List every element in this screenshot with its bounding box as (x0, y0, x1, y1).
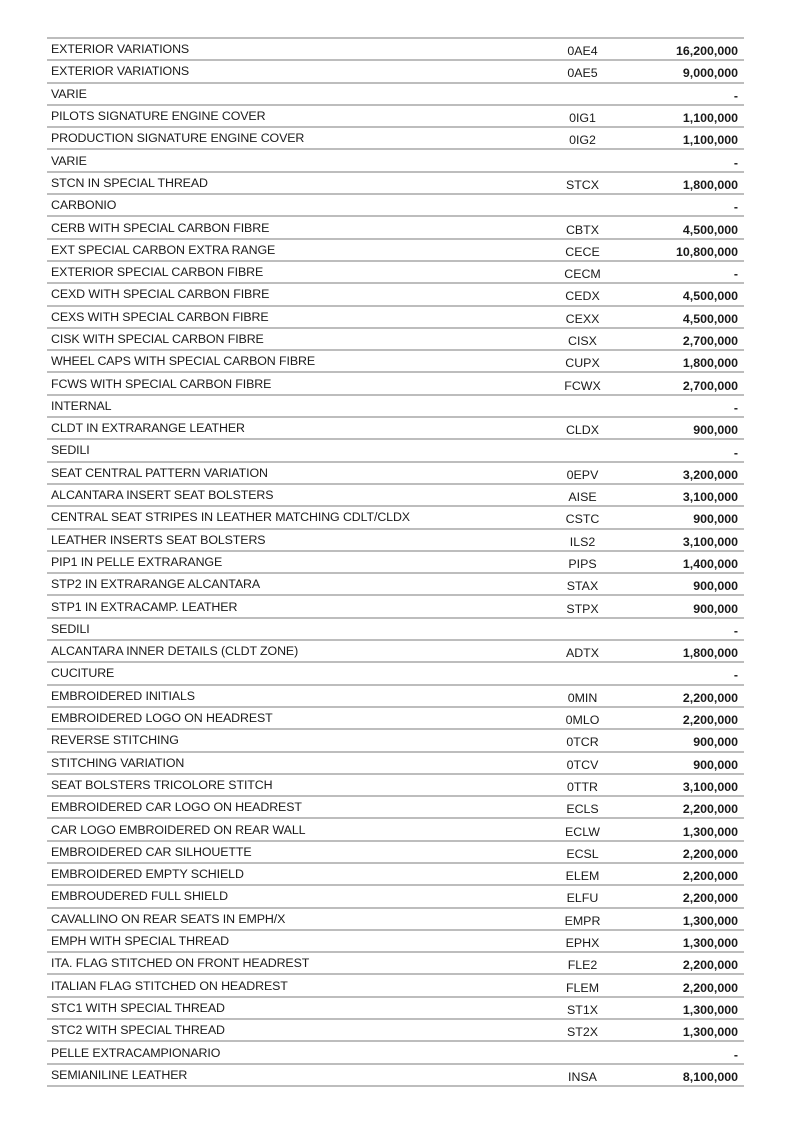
option-price: 1,100,000 (682, 111, 738, 126)
option-code: CSTC (565, 512, 600, 527)
option-description: STC1 WITH SPECIAL THREAD (51, 1000, 225, 1015)
option-description: PRODUCTION SIGNATURE ENGINE COVER (51, 131, 305, 146)
option-price: 3,100,000 (682, 779, 738, 794)
table-row (47, 39, 744, 61)
table-row (47, 686, 744, 708)
option-price: - (733, 400, 738, 415)
option-price: 4,500,000 (682, 311, 738, 326)
option-price: - (733, 88, 738, 103)
table-row (47, 463, 744, 485)
table-row (47, 61, 744, 83)
option-description: CEXD WITH SPECIAL CARBON FIBRE (51, 287, 270, 302)
option-price: 1,300,000 (682, 936, 738, 951)
option-description: INTERNAL (51, 398, 112, 413)
option-price: 900,000 (693, 735, 738, 750)
option-price: - (733, 1047, 738, 1062)
table-row (47, 641, 744, 663)
option-price: 9,000,000 (682, 66, 738, 81)
option-price: 8,100,000 (682, 1069, 738, 1084)
option-description: SEAT CENTRAL PATTERN VARIATION (51, 465, 268, 480)
table-row (47, 975, 744, 997)
option-code: 0MLO (565, 713, 600, 728)
option-description: CEXS WITH SPECIAL CARBON FIBRE (51, 309, 269, 324)
option-code: FCWX (564, 378, 601, 393)
option-description: STC2 WITH SPECIAL THREAD (51, 1023, 225, 1038)
option-description: STITCHING VARIATION (51, 755, 185, 770)
option-description: EMPH WITH SPECIAL THREAD (51, 934, 229, 949)
table-row (47, 574, 744, 596)
option-description: VARIE (51, 153, 87, 168)
option-price: 1,300,000 (682, 913, 738, 928)
option-price: 2,200,000 (682, 869, 738, 884)
option-description: WHEEL CAPS WITH SPECIAL CARBON FIBRE (51, 354, 315, 369)
option-price: - (733, 267, 738, 282)
option-price: 900,000 (693, 601, 738, 616)
option-description: CERB WITH SPECIAL CARBON FIBRE (51, 220, 270, 235)
option-code: 0TTR (567, 779, 598, 794)
option-code: STPX (566, 601, 599, 616)
option-price: 1,800,000 (682, 646, 738, 661)
option-price: 1,300,000 (682, 824, 738, 839)
table-row (47, 886, 744, 908)
option-description: SEDILI (51, 443, 90, 458)
option-price: 2,200,000 (682, 846, 738, 861)
option-code: 0MIN (567, 690, 598, 705)
table-row (47, 418, 744, 440)
option-code: ECSL (566, 846, 599, 861)
option-code (531, 671, 634, 675)
table-row (47, 240, 744, 262)
section-header-row (47, 1042, 744, 1064)
option-price: 2,200,000 (682, 958, 738, 973)
table-row (47, 864, 744, 886)
table-row (47, 953, 744, 975)
option-code: 0AE5 (567, 66, 598, 81)
option-code: CUPX (565, 356, 600, 371)
option-description: STP2 IN EXTRARANGE ALCANTARA (51, 577, 261, 592)
table-row (47, 106, 744, 128)
option-description: EMBROIDERED CAR SILHOUETTE (51, 844, 252, 859)
table-row (47, 998, 744, 1020)
table-row (47, 217, 744, 239)
option-description: CAVALLINO ON REAR SEATS IN EMPH/X (51, 911, 286, 926)
option-code: 0AE4 (567, 44, 598, 59)
option-price: 1,400,000 (682, 556, 738, 571)
option-price: 3,200,000 (682, 467, 738, 482)
option-description: ALCANTARA INNER DETAILS (CLDT ZONE) (51, 644, 299, 659)
option-price: 1,100,000 (682, 133, 738, 148)
option-description: PELLE EXTRACAMPIONARIO (51, 1045, 221, 1060)
option-code: CLDX (565, 423, 600, 438)
table-row (47, 797, 744, 819)
option-description: EMBROIDERED INITIALS (51, 688, 195, 703)
option-code: STCX (565, 177, 600, 192)
option-code (531, 627, 634, 631)
option-code: CEDX (565, 289, 600, 304)
option-description: REVERSE STITCHING (51, 733, 179, 748)
option-description: CARBONIO (51, 198, 117, 213)
option-code: 0IG2 (569, 133, 596, 148)
option-description: STP1 IN EXTRACAMP. LEATHER (51, 599, 238, 614)
option-price: 900,000 (693, 579, 738, 594)
option-code (531, 159, 634, 163)
option-description: SEDILI (51, 621, 90, 636)
option-description: STCN IN SPECIAL THREAD (51, 175, 208, 190)
option-code (531, 1051, 634, 1055)
table-row (47, 128, 744, 150)
option-price: 2,200,000 (682, 713, 738, 728)
option-code: EPHX (565, 936, 600, 951)
table-row (47, 552, 744, 574)
option-code: ST2X (567, 1025, 598, 1040)
table-row (47, 530, 744, 552)
option-code: CEXX (565, 311, 600, 326)
option-description: VARIE (51, 86, 87, 101)
option-description: ALCANTARA INSERT SEAT BOLSTERS (51, 488, 274, 503)
table-row (47, 173, 744, 195)
option-price: 4,500,000 (682, 289, 738, 304)
option-description: LEATHER INSERTS SEAT BOLSTERS (51, 532, 266, 547)
option-price: 1,800,000 (682, 356, 738, 371)
table-row (47, 775, 744, 797)
table-row (47, 485, 744, 507)
section-header-row (47, 440, 744, 462)
option-description: CISK WITH SPECIAL CARBON FIBRE (51, 332, 264, 346)
table-row (47, 708, 744, 730)
option-code: CBTX (565, 222, 600, 237)
table-row (47, 730, 744, 752)
option-code: PIPS (568, 556, 597, 571)
table-row (47, 909, 744, 931)
section-header-row (47, 195, 744, 217)
option-description: EXTERIOR SPECIAL CARBON FIBRE (51, 265, 264, 280)
option-code (531, 404, 634, 408)
option-code: FLEM (565, 980, 600, 995)
option-price: 2,200,000 (682, 980, 738, 995)
option-price: 16,200,000 (675, 44, 738, 59)
option-description: CAR LOGO EMBROIDERED ON REAR WALL (51, 822, 306, 837)
option-description: EXTERIOR VARIATIONS (51, 64, 190, 79)
option-description: EMBROIDERED CAR LOGO ON HEADREST (51, 800, 302, 815)
option-code: ST1X (567, 1002, 598, 1017)
option-price: 2,200,000 (682, 802, 738, 817)
option-price: 10,800,000 (675, 244, 738, 259)
option-price: - (733, 155, 738, 170)
option-description: CLDT IN EXTRARANGE LEATHER (51, 421, 245, 436)
option-code: CECE (565, 244, 600, 259)
option-code: EMPR (564, 913, 601, 928)
option-code (531, 203, 634, 207)
option-description: FCWS WITH SPECIAL CARBON FIBRE (51, 376, 272, 391)
option-price: 1,300,000 (682, 1002, 738, 1017)
option-description: EMBROIDERED EMPTY SCHIELD (51, 867, 244, 882)
table-row (47, 262, 744, 284)
option-code: ELEM (565, 869, 600, 884)
option-description: SEMIANILINE LEATHER (51, 1067, 188, 1082)
section-header-row (47, 84, 744, 106)
option-price: 900,000 (693, 757, 738, 772)
option-price: - (733, 623, 738, 638)
option-price: - (733, 445, 738, 460)
option-price: 2,700,000 (682, 378, 738, 393)
table-row (47, 842, 744, 864)
option-description: CUCITURE (51, 666, 115, 681)
table-row (47, 307, 744, 329)
option-description: PILOTS SIGNATURE ENGINE COVER (51, 109, 266, 124)
option-description: ITA. FLAG STITCHED ON FRONT HEADREST (51, 956, 310, 971)
table-row (47, 596, 744, 618)
option-price: 1,800,000 (682, 177, 738, 192)
option-code: ECLW (565, 824, 600, 839)
table-row (47, 1065, 744, 1087)
option-code: 0EPV (566, 467, 599, 482)
option-description: EMBROUDERED FULL SHIELD (51, 889, 228, 904)
table-row (47, 931, 744, 953)
option-code: ADTX (565, 646, 600, 661)
section-header-row (47, 150, 744, 172)
option-code: ECLS (566, 802, 599, 817)
option-price: 3,100,000 (682, 490, 738, 505)
option-price: 900,000 (693, 423, 738, 438)
option-code: FLE2 (567, 958, 598, 973)
option-code: ELFU (566, 891, 599, 906)
option-code (531, 92, 634, 96)
section-header-row (47, 663, 744, 685)
table-row (47, 329, 744, 351)
option-price: - (733, 200, 738, 215)
option-price: 2,700,000 (682, 334, 738, 349)
option-price: 4,500,000 (682, 222, 738, 237)
option-code: AISE (568, 490, 597, 505)
option-description: EMBROIDERED LOGO ON HEADREST (51, 711, 273, 726)
section-header-row (47, 396, 744, 418)
option-price: - (733, 668, 738, 683)
option-description: EXT SPECIAL CARBON EXTRA RANGE (51, 242, 276, 257)
option-price: 900,000 (693, 512, 738, 527)
option-price: 2,200,000 (682, 690, 738, 705)
table-row (47, 284, 744, 306)
option-price: 3,100,000 (682, 534, 738, 549)
options-price-table (47, 37, 744, 1087)
table-row (47, 753, 744, 775)
option-code: 0TCV (566, 757, 599, 772)
option-description: CENTRAL SEAT STRIPES IN LEATHER MATCHING CDLT/CLDX (51, 510, 410, 525)
table-row (47, 1020, 744, 1042)
option-code: INSA (568, 1069, 597, 1084)
option-code: CECM (564, 267, 601, 282)
table-row (47, 373, 744, 395)
option-description: EXTERIOR VARIATIONS (51, 42, 190, 57)
option-description: PIP1 IN PELLE EXTRARANGE (51, 554, 223, 569)
table-row (47, 351, 744, 373)
option-code: 0TCR (566, 735, 599, 750)
table-row (47, 507, 744, 529)
option-description: SEAT BOLSTERS TRICOLORE STITCH (51, 777, 273, 792)
option-description: ITALIAN FLAG STITCHED ON HEADREST (51, 978, 288, 993)
option-price: 1,300,000 (682, 1025, 738, 1040)
option-code (531, 448, 634, 452)
option-code: 0IG1 (569, 111, 596, 126)
option-code: CISX (568, 334, 597, 349)
option-code: ILS2 (569, 534, 596, 549)
table-row (47, 819, 744, 841)
option-price: 2,200,000 (682, 891, 738, 906)
option-code: STAX (566, 579, 599, 594)
section-header-row (47, 619, 744, 641)
